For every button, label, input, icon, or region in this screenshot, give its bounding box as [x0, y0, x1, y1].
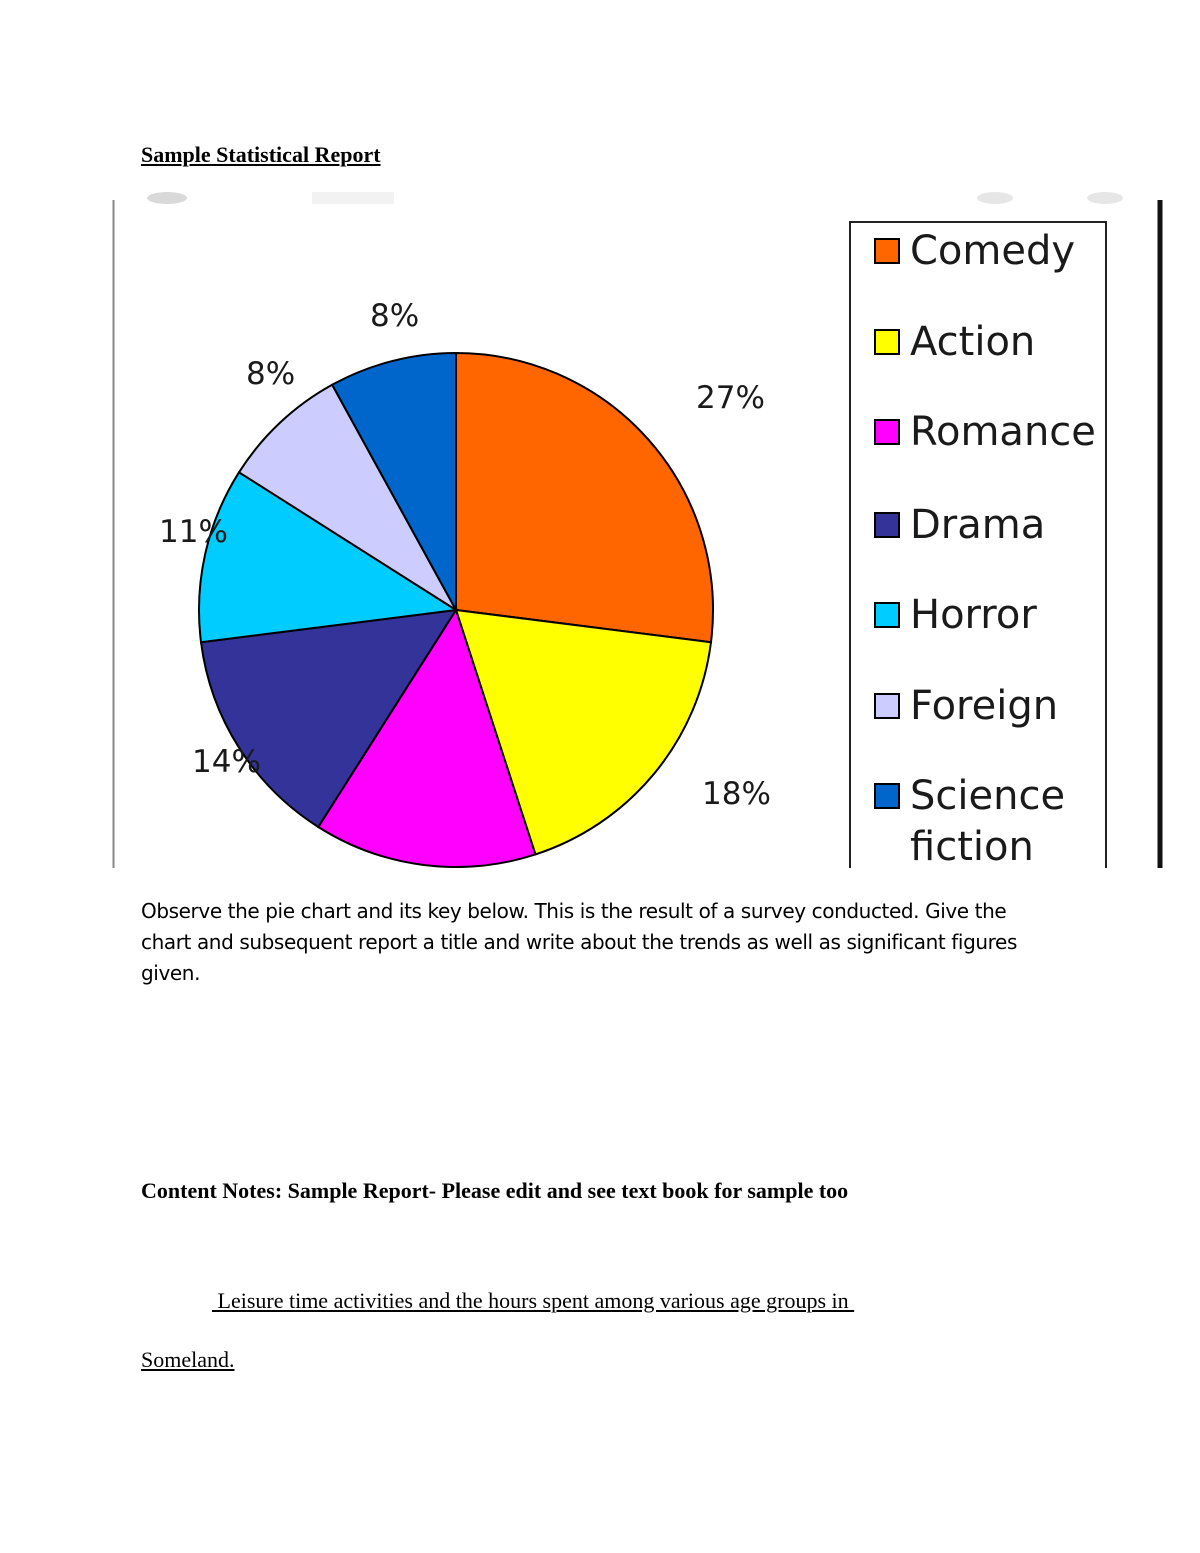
legend-swatch-action [875, 330, 899, 354]
legend-label-horror: Horror [910, 592, 1037, 638]
cropped-remnant [1087, 192, 1123, 204]
cropped-remnant [147, 192, 187, 204]
legend-label-drama: Drama [910, 502, 1046, 548]
report-title-line-1: Leisure time activities and the hours spent among various age groups in [212, 1288, 855, 1313]
legend-swatch-drama [875, 513, 899, 537]
cropped-text-remnant [312, 192, 394, 204]
report-title-line-2: Someland. [141, 1347, 235, 1372]
pie-slice-comedy [456, 353, 713, 642]
slice-label-science-fiction: 8% [370, 298, 420, 334]
slice-label-horror: 11% [159, 514, 228, 550]
cropped-remnant [977, 192, 1013, 204]
legend-label-foreign: Foreign [910, 683, 1059, 729]
legend-label-science: Science [910, 773, 1066, 819]
slice-label-comedy: 27% [696, 380, 765, 416]
legend-label-romance: Romance [910, 409, 1096, 455]
legend-swatch-foreign [875, 694, 899, 718]
legend-swatch-romance [875, 420, 899, 444]
legend-label-action: Action [910, 319, 1036, 365]
slice-label-action: 18% [702, 776, 771, 812]
content-notes-heading: Content Notes: Sample Report- Please edit and see text book for sample too [141, 1178, 849, 1203]
legend-swatch-horror [875, 603, 899, 627]
pie-chart [112, 192, 1164, 868]
legend-label-comedy: Comedy [910, 228, 1076, 274]
pie-chart-figure [112, 192, 1164, 868]
legend-swatch-comedy [875, 239, 899, 263]
instructions-paragraph: Observe the pie chart and its key below. This is the result of a survey conducted. Give the chart and subsequent report a title and write about the trends as well as significant figures given. [141, 899, 1017, 985]
legend-label-fiction: fiction [910, 824, 1034, 868]
slice-label-foreign: 8% [246, 356, 296, 392]
legend-swatch-science [875, 784, 899, 808]
slice-label-drama: 14% [192, 744, 261, 780]
document-title: Sample Statistical Report [141, 142, 381, 167]
